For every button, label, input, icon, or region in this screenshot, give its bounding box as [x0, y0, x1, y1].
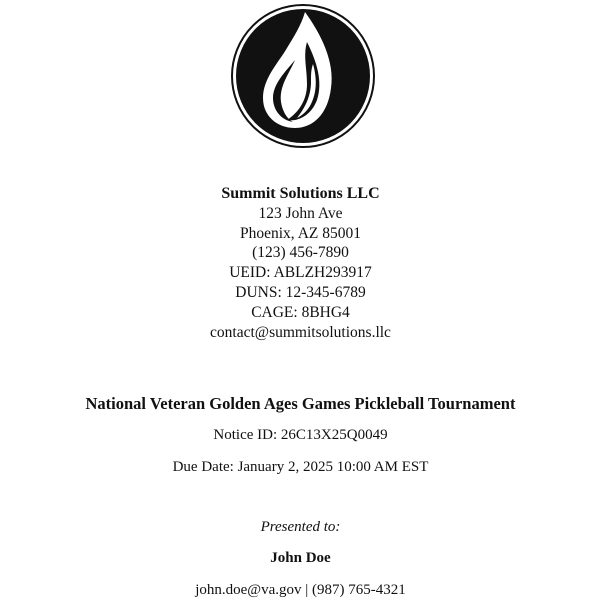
company-email: contact@summitsolutions.llc [210, 323, 391, 341]
company-address-line2: Phoenix, AZ 85001 [240, 224, 361, 242]
company-phone: (123) 456-7890 [252, 244, 349, 262]
company-address-line1: 123 John Ave [258, 204, 343, 222]
recipient-contact: john.doe@va.gov | (987) 765-4321 [195, 582, 406, 598]
company-logo [231, 4, 375, 148]
company-cage: CAGE: 8BHG4 [251, 303, 350, 321]
company-info [0, 184, 601, 342]
company-name: Summit Solutions LLC [221, 185, 380, 202]
due-date: Due Date: January 2, 2025 10:00 AM EST [172, 459, 429, 475]
company-duns: DUNS: 12-345-6789 [235, 283, 366, 301]
proposal-title: National Veteran Golden Ages Games Pickleball Tournament [85, 394, 516, 413]
flame-logo-icon [231, 4, 375, 148]
recipient-name: John Doe [270, 550, 331, 566]
presented-to-label: Presented to: [260, 519, 341, 535]
company-ueid: UEID: ABLZH293917 [229, 264, 372, 282]
notice-id: Notice ID: 26C13X25Q0049 [213, 427, 388, 443]
